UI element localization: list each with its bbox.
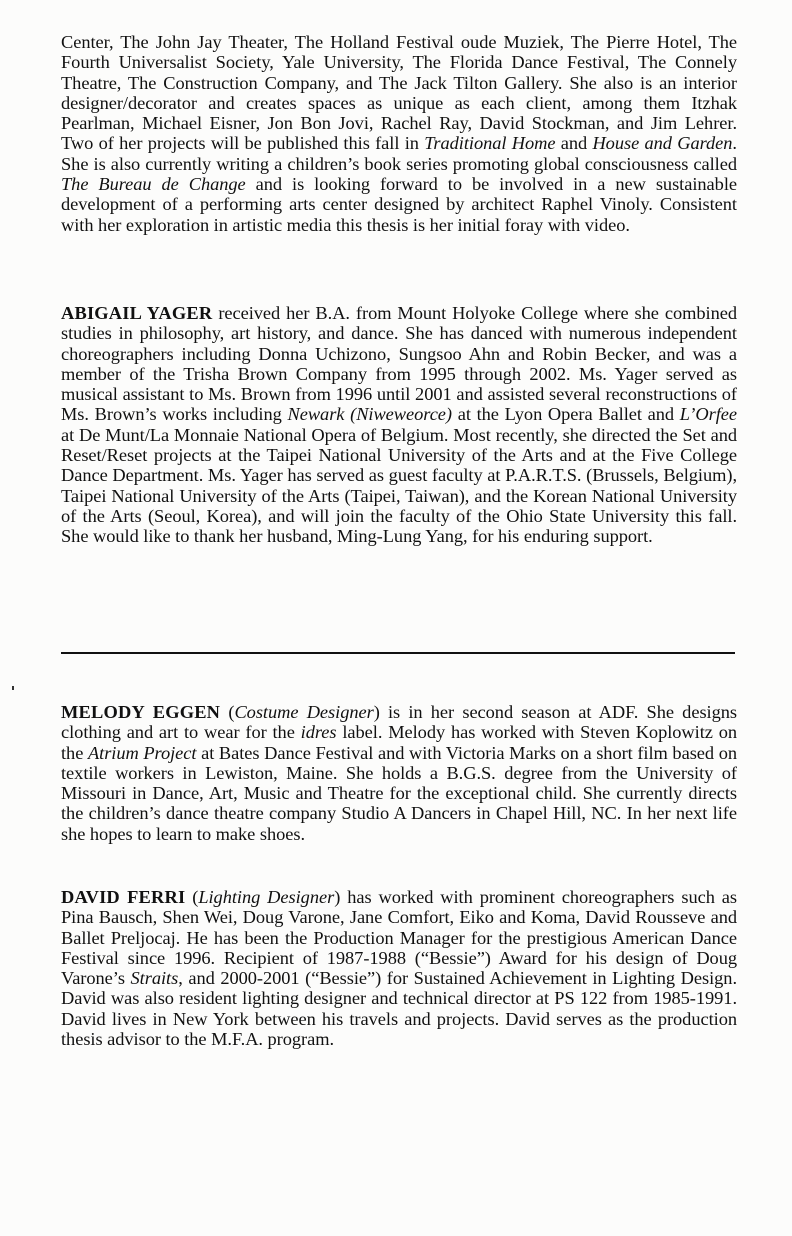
bio-david-ferri: DAVID FERRI (Lighting Designer) has worked with prominent choreographers such as Pina Bausch, Shen Wei, Doug Varone, Jane Comfort, Eiko and Koma, David Rousseve and Ballet Preljocaj. He has been the Production Manager for the prestigious American Dance Festival since 1996. Recipient of 1987-1988 (“Bessie”) Award for his design of Doug Varone’s Straits, and 2000-2001 (“Bessie”) for Sustained Achievement in Lighting Design. David was also resident lighting designer and technical director at PS 122 from 1985-1991. David lives in New York between his travels and projects. David serves as the production thesis advisor to the M.F.A. program. [61,887,737,1050]
bio-name: ABIGAIL YAGER [61,303,213,323]
book-series-title: The Bureau de Change [61,174,246,195]
work-title: L’Orfee [679,404,737,425]
scan-mark [12,686,14,690]
work-title: Straits [130,968,179,989]
bio-paragraph-continued: Center, The John Jay Theater, The Holland Festival oude Muziek, The Pierre Hotel, The Fourth Universalist Society, Yale University, The Florida Dance Festival, The Connely Theatre, The Construction Company, and The Jack Tilton Gallery. She also is an interior designer/decorator and creates spaces as unique as each client, among them Itzhak Pearlman, Michael Eisner, Jon Bon Jovi, Rachel Ray, David Stockman, and Jim Lehrer. Two of her projects will be published this fall in Traditional Home and House and Garden. She is also currently writing a children’s book series promoting global consciousness called The Bureau de Change and is looking forward to be involved in a new sustainable development of a performing arts center designed by architect Raphel Vinoly. Consistent with her exploration in artistic media this thesis is her initial foray with video. [61,32,737,235]
bio-role: Costume Designer [234,702,374,722]
section-divider [61,652,735,654]
bio-abigail-yager: ABIGAIL YAGER received her B.A. from Mount Holyoke College where she combined studies in philosophy, art history, and dance. She has danced with numerous independent choreographers including Donna Uchizono, Sungsoo Ahn and Robin Becker, and was a member of the Trisha Brown Company from 1995 through 2002. Ms. Yager served as musical assistant to Ms. Brown from 1996 until 2001 and assisted several reconstructions of Ms. Brown’s works including Newark (Niweweorce) at the Lyon Opera Ballet and L’Orfee at De Munt/La Monnaie National Opera of Belgium. Most recently, she directed the Set and Reset/Reset projects at the Taipei National University of the Arts and at the Five College Dance Department. Ms. Yager has served as guest faculty at P.A.R.T.S. (Brussels, Belgium), Taipei National University of the Arts (Taipei, Taiwan), and the Korean National University of the Arts (Seoul, Korea), and will join the faculty of the Ohio State University this fall. She would like to thank her husband, Ming-Lung Yang, for his enduring support. [61,303,737,547]
label-name: idres [300,722,337,743]
project-title: Atrium Project [87,742,197,763]
work-title: Newark (Niweweorce) [287,404,452,425]
publication-title: Traditional Home [424,133,556,154]
bio-name: DAVID FERRI [61,887,186,907]
bio-name: MELODY EGGEN [61,702,221,722]
bio-melody-eggen: MELODY EGGEN (Costume Designer) is in her second season at ADF. She designs clothing and art to wear for the idres label. Melody has worked with Steven Koplowitz on the Atrium Project at Bates Dance Festival and with Victoria Marks on a short film based on textile workers in Lewiston, Maine. She holds a B.G.S. degree from the University of Missouri in Dance, Art, Music and Theatre for the exceptional child. She currently directs the children’s dance theatre company Studio A Dancers in Chapel Hill, NC. In her next life she hopes to learn to make shoes. [61,702,738,844]
bio-role: Lighting Designer [198,887,335,907]
publication-title: House and Garden [592,133,733,154]
